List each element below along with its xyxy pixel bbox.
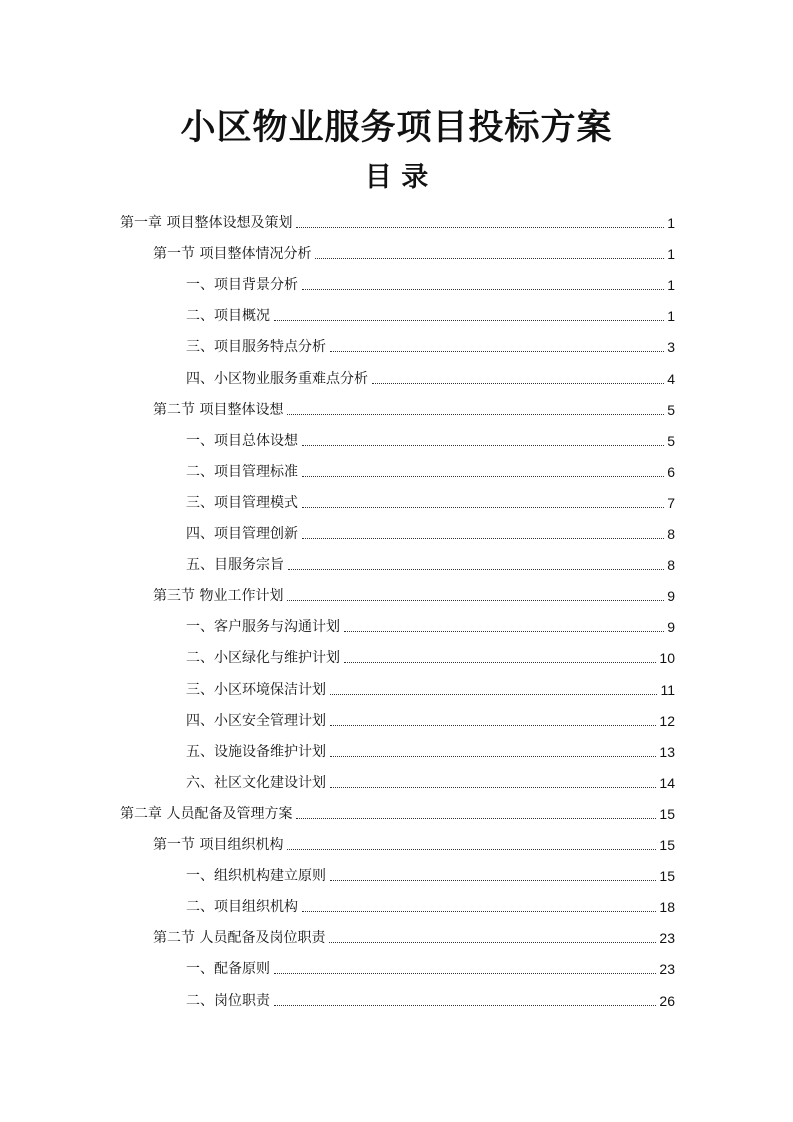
toc-entry-label: 二、岗位职责 (186, 992, 270, 1009)
toc-entry-label: 一、项目背景分析 (186, 277, 298, 294)
toc-dot-leader (330, 725, 656, 726)
document-title: 小区物业服务项目投标方案 (180, 107, 613, 148)
toc-entry[interactable] (186, 544, 675, 575)
toc-dot-leader (274, 973, 656, 974)
toc-dot-leader (330, 351, 664, 352)
toc-page-number: 4 (667, 370, 675, 387)
toc-dot-leader (302, 289, 664, 290)
toc-dot-leader (329, 942, 656, 943)
toc-entry[interactable] (186, 637, 675, 668)
toc-entry[interactable] (186, 264, 675, 295)
toc-page-number: 15 (659, 837, 675, 853)
toc-dot-leader (330, 880, 656, 881)
toc-entry[interactable] (120, 202, 675, 233)
toc-entry-label: 一、项目总体设想 (186, 432, 298, 449)
toc-entry[interactable] (186, 513, 675, 544)
toc-page-number: 3 (667, 339, 675, 356)
toc-page-number: 9 (667, 588, 675, 605)
toc-entry-label: 第三节 物业工作计划 (153, 588, 284, 605)
toc-page-number: 1 (667, 308, 675, 325)
toc-entry[interactable] (186, 762, 675, 793)
toc-entry-label: 四、项目管理创新 (186, 526, 298, 542)
toc-page-number: 9 (667, 619, 675, 636)
toc-page-number: 5 (667, 401, 675, 418)
toc-dot-leader (287, 600, 664, 601)
toc-entry[interactable] (186, 451, 675, 482)
toc-entry[interactable] (186, 358, 675, 389)
toc-page-number: 1 (667, 215, 675, 231)
toc-page-number: 10 (659, 650, 675, 667)
toc-entry[interactable] (120, 793, 675, 824)
toc-dot-leader (330, 756, 656, 757)
toc-page-number: 26 (659, 992, 675, 1009)
toc-entry-label: 五、设施设备维护计划 (186, 743, 326, 760)
toc-entry[interactable] (186, 700, 675, 731)
toc-entry-label: 一、配备原则 (186, 961, 270, 978)
toc-entry-label: 第一节 项目整体情况分析 (153, 246, 312, 263)
toc-page-number: 15 (659, 868, 675, 885)
toc-entry-label: 一、客户服务与沟通计划 (186, 619, 340, 636)
toc-entry-label: 二、项目概况 (186, 308, 270, 325)
toc-entry[interactable] (153, 233, 675, 264)
toc-dot-leader (302, 445, 664, 446)
toc-dot-leader (330, 694, 657, 695)
toc-entry[interactable] (186, 669, 675, 700)
toc-entry-label: 二、小区绿化与维护计划 (186, 650, 340, 667)
toc-dot-leader (372, 383, 664, 384)
toc-entry[interactable] (186, 980, 675, 1011)
toc-page-number: 23 (659, 930, 675, 947)
toc-entry-label: 四、小区安全管理计划 (186, 712, 326, 729)
toc-dot-leader (288, 569, 664, 570)
toc-entry-label: 三、项目服务特点分析 (186, 339, 326, 356)
toc-page-number: 23 (659, 961, 675, 978)
toc-page-number: 6 (667, 463, 675, 480)
toc-entry-label: 第一节 项目组织机构 (153, 837, 284, 853)
toc-dot-leader (287, 849, 656, 850)
toc-entry[interactable] (153, 824, 675, 855)
toc-entry-label: 第一章 项目整体设想及策划 (120, 215, 293, 231)
toc-page-number: 11 (660, 681, 675, 698)
toc-entry[interactable] (186, 295, 675, 326)
toc-dot-leader (302, 507, 664, 508)
toc-page-number: 8 (667, 557, 675, 574)
toc-entry[interactable] (186, 855, 675, 886)
toc-entry[interactable] (186, 482, 675, 513)
toc-entry-label: 第二节 人员配备及岗位职责 (153, 930, 326, 947)
toc-entry-label: 四、小区物业服务重难点分析 (186, 370, 368, 387)
toc-dot-leader (302, 476, 664, 477)
toc-entry[interactable] (186, 420, 675, 451)
toc-entry-label: 三、项目管理模式 (186, 494, 298, 511)
toc-entry-label: 六、社区文化建设计划 (186, 774, 326, 791)
toc-dot-leader (287, 414, 664, 415)
toc-page-number: 12 (659, 712, 675, 729)
toc-page-number: 13 (659, 743, 675, 760)
toc-entry-label: 第二节 项目整体设想 (153, 401, 284, 418)
toc-entry-label: 一、组织机构建立原则 (186, 868, 326, 885)
toc-page-number: 7 (667, 494, 675, 511)
toc-dot-leader (274, 320, 664, 321)
toc-entry[interactable] (186, 606, 675, 637)
toc-page-number: 18 (659, 899, 675, 916)
toc-page-number: 5 (667, 432, 675, 449)
toc-entry-label: 五、目服务宗旨 (186, 557, 284, 574)
toc-dot-leader (274, 1005, 656, 1006)
toc-dot-leader (330, 787, 656, 788)
toc-page-number: 1 (667, 246, 675, 263)
toc-page-number: 14 (659, 774, 675, 791)
toc-dot-leader (344, 631, 664, 632)
toc-entry[interactable] (186, 326, 675, 357)
toc-entry[interactable] (153, 389, 675, 420)
toc-dot-leader (344, 662, 656, 663)
toc-page-number: 8 (667, 526, 675, 542)
toc-heading: 目 录 (364, 162, 429, 193)
toc-entry[interactable] (186, 731, 675, 762)
toc-dot-leader (296, 818, 656, 819)
toc-page-number: 1 (667, 277, 675, 294)
toc-dot-leader (302, 538, 664, 539)
toc-dot-leader (315, 258, 664, 259)
toc-dot-leader (302, 911, 656, 912)
toc-entry-label: 二、项目组织机构 (186, 899, 298, 916)
toc-entry[interactable] (153, 917, 675, 948)
toc-dot-leader (296, 227, 664, 228)
toc-entry-label: 二、项目管理标准 (186, 463, 298, 480)
toc-entry[interactable] (186, 948, 675, 979)
toc-entry-label: 三、小区环境保洁计划 (186, 681, 326, 698)
toc-entry-label: 第二章 人员配备及管理方案 (120, 805, 293, 822)
toc-entry[interactable] (186, 886, 675, 917)
toc-entry[interactable] (153, 575, 675, 606)
toc-page-number: 15 (659, 805, 675, 822)
